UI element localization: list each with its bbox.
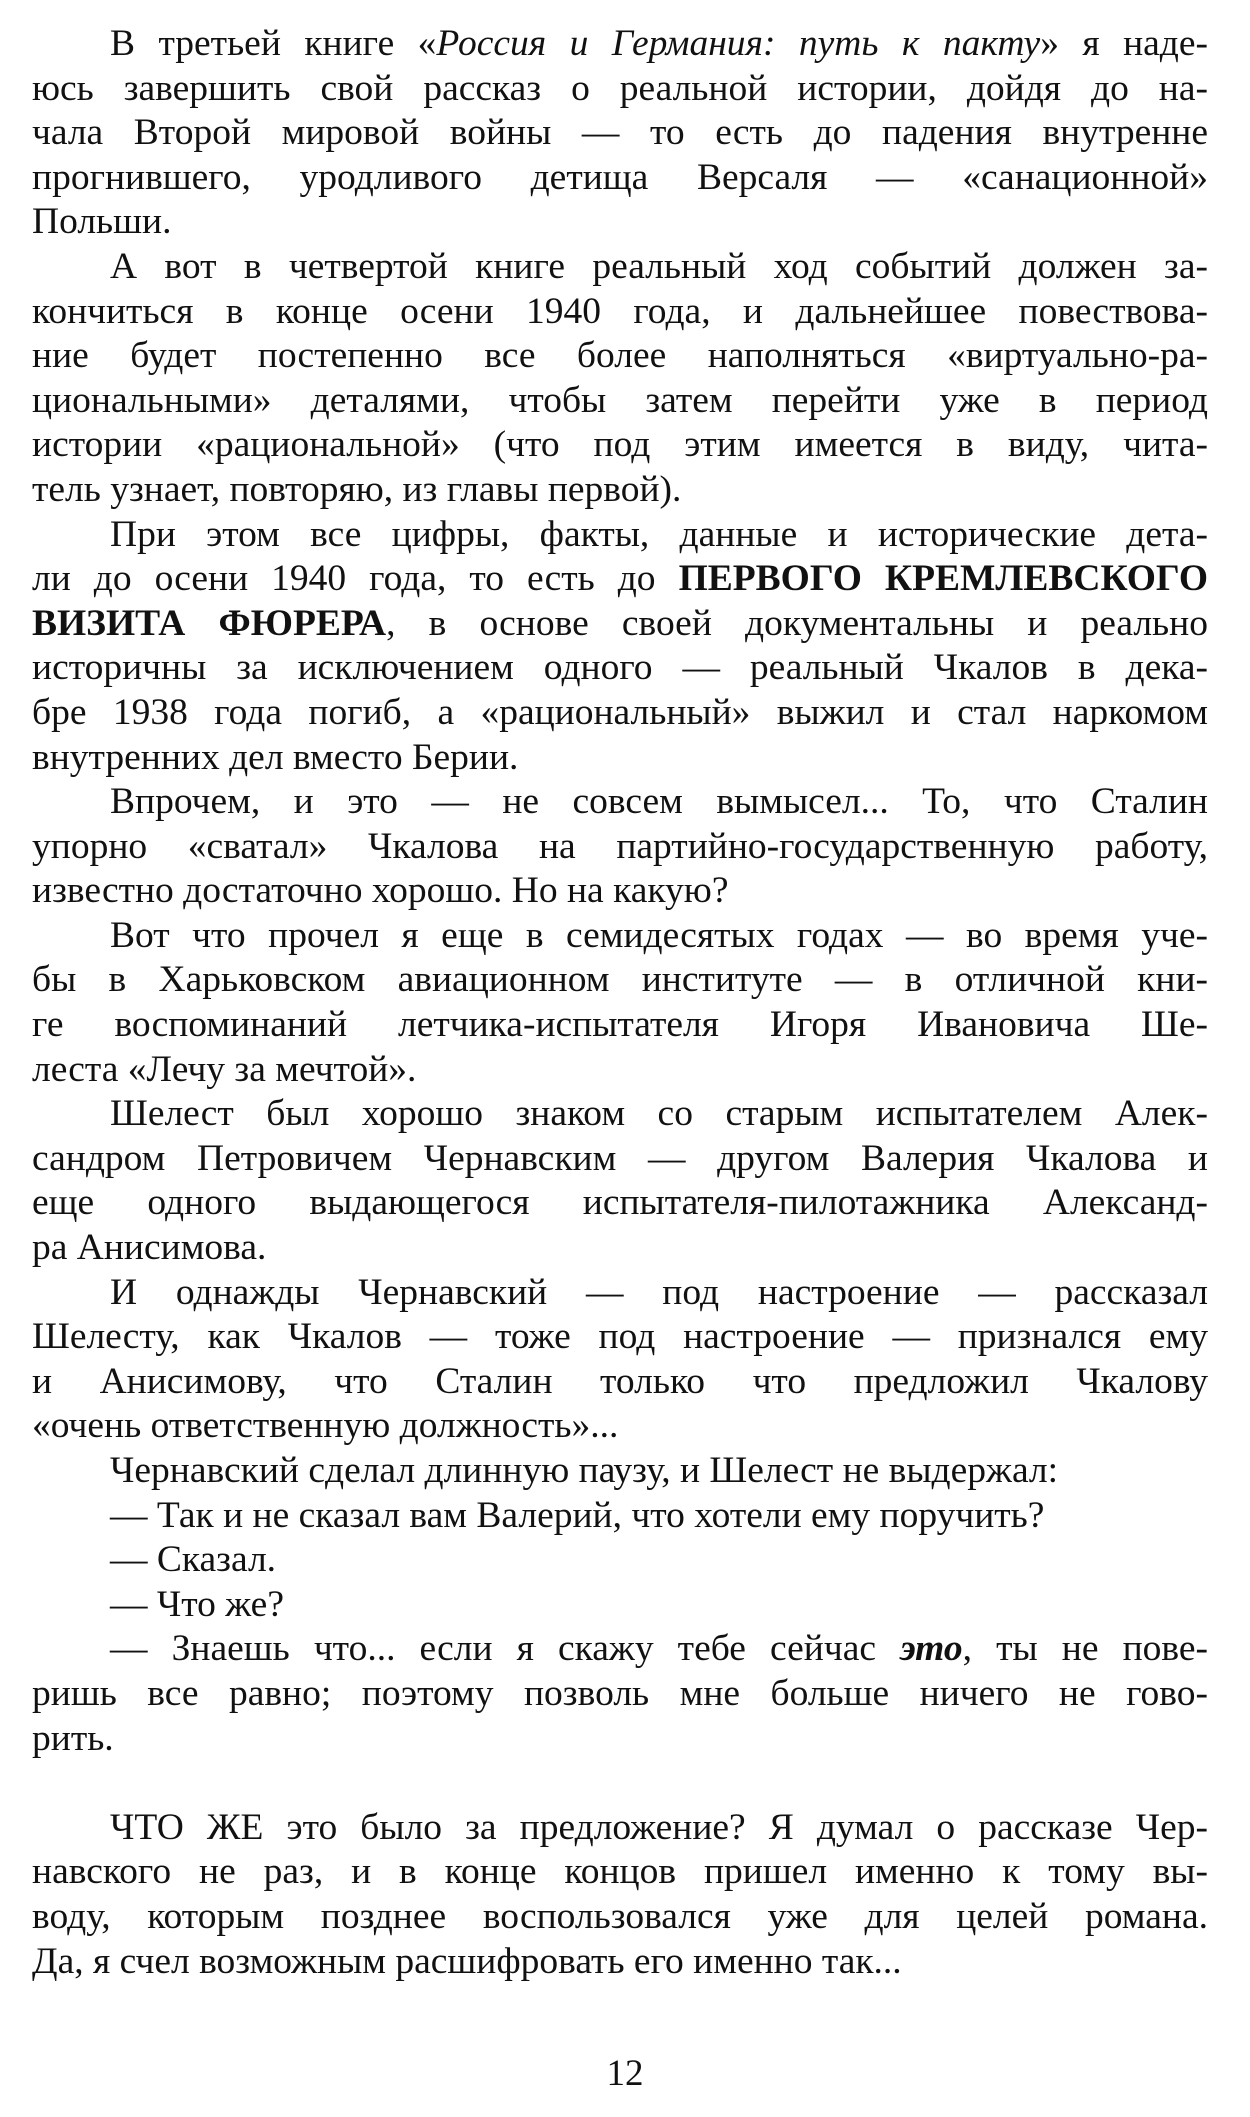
text-run: — Сказал. bbox=[110, 1539, 277, 1581]
text-line bbox=[32, 914, 1208, 959]
text-run: ние будет постепенно все более наполняться «виртуально-ра- bbox=[32, 335, 1208, 377]
paragraph bbox=[32, 780, 1208, 914]
text-line bbox=[32, 200, 1208, 245]
text-run: ра Анисимова. bbox=[32, 1227, 267, 1269]
book-page-text bbox=[32, 22, 1208, 1984]
text-run: и Анисимову, что Сталин только что предложил Чкалову bbox=[32, 1360, 1208, 1402]
paragraph bbox=[32, 914, 1208, 1092]
paragraph-break bbox=[32, 1761, 1208, 1806]
text-run: чала Второй мировой войны — то есть до падения внутренне bbox=[32, 112, 1208, 154]
paragraph bbox=[32, 1627, 1208, 1761]
text-run: истории «рациональной» (что под этим имеется в виду, чита- bbox=[32, 424, 1208, 466]
text-run: » я наде- bbox=[1040, 23, 1208, 64]
text-line bbox=[32, 1717, 1208, 1762]
text-line bbox=[32, 1538, 1208, 1583]
text-run: циональными» деталями, чтобы затем перейти уже в период bbox=[32, 379, 1208, 421]
text-line bbox=[32, 156, 1208, 201]
bold-emphasis: ВИЗИТА ФЮРЕРА bbox=[32, 602, 387, 644]
text-run: ли до осени 1940 года, то есть до bbox=[32, 558, 679, 600]
paragraph bbox=[32, 1271, 1208, 1449]
text-run: бы в Харьковском авиационном институте — в отличной кни- bbox=[32, 959, 1208, 1001]
paragraph bbox=[32, 22, 1208, 245]
paragraph bbox=[32, 1806, 1208, 1984]
text-line bbox=[32, 825, 1208, 870]
paragraph bbox=[32, 1538, 1208, 1583]
text-run: историчны за исключением одного — реальный Чкалов в дека- bbox=[32, 647, 1208, 689]
text-run: воду, которым позднее воспользовался уже для целей романа. bbox=[32, 1895, 1208, 1937]
text-line bbox=[32, 958, 1208, 1003]
text-run: кончиться в конце осени 1940 года, и дальнейшее повествова- bbox=[32, 290, 1208, 332]
text-line bbox=[32, 1003, 1208, 1048]
paragraph bbox=[32, 513, 1208, 781]
text-run: ге воспоминаний летчика-испытателя Игоря Ивановича Ше- bbox=[32, 1004, 1208, 1046]
text-line bbox=[32, 869, 1208, 914]
text-run: Впрочем, и это — не совсем вымысел... То, что Сталин bbox=[110, 781, 1208, 823]
text-line bbox=[32, 1850, 1208, 1895]
text-line bbox=[32, 468, 1208, 513]
text-run: Шелесту, как Чкалов — тоже под настроение — признался ему bbox=[32, 1316, 1208, 1358]
text-line bbox=[32, 602, 1208, 647]
text-run: , ты не пове- bbox=[962, 1628, 1209, 1670]
text-run: — Так и не сказал вам Валерий, что хотели ему поручить? bbox=[110, 1494, 1045, 1536]
text-line bbox=[32, 1315, 1208, 1360]
text-line bbox=[32, 1226, 1208, 1271]
text-line bbox=[32, 1940, 1208, 1985]
text-run: тель узнает, повторяю, из главы первой). bbox=[32, 468, 682, 510]
text-run: еще одного выдающегося испытателя-пилотажника Александ- bbox=[32, 1182, 1208, 1224]
paragraph bbox=[32, 245, 1208, 513]
text-run: — Что же? bbox=[110, 1583, 284, 1625]
text-run: леста «Лечу за мечтой». bbox=[32, 1048, 417, 1090]
bold-emphasis: ПЕРВОГО КРЕМЛЕВСКОГО bbox=[678, 558, 1208, 600]
italic-title: Россия и Германия: путь к пакту bbox=[436, 23, 1041, 64]
text-line bbox=[32, 1048, 1208, 1093]
page-number: 12 bbox=[606, 2053, 644, 2094]
bold-italic-emphasis: это bbox=[900, 1628, 963, 1670]
text-line bbox=[32, 290, 1208, 335]
text-line bbox=[32, 334, 1208, 379]
text-run: известно достаточно хорошо. Но на какую? bbox=[32, 870, 729, 912]
text-run: И однажды Чернавский — под настроение — рассказал bbox=[110, 1271, 1208, 1313]
text-run: — Знаешь что... если я скажу тебе сейчас bbox=[110, 1628, 901, 1670]
paragraph bbox=[32, 1449, 1208, 1494]
paragraph bbox=[32, 1494, 1208, 1539]
text-run: «очень ответственную должность»... bbox=[32, 1405, 619, 1447]
text-line bbox=[32, 1360, 1208, 1405]
text-line bbox=[32, 780, 1208, 825]
text-run: Вот что прочел я еще в семидесятых годах — во время уче- bbox=[110, 914, 1208, 956]
text-line bbox=[32, 1404, 1208, 1449]
text-line bbox=[32, 1449, 1208, 1494]
text-line bbox=[32, 22, 1208, 67]
text-line bbox=[32, 245, 1208, 290]
text-line bbox=[32, 557, 1208, 602]
text-line bbox=[32, 1181, 1208, 1226]
text-run: Да, я счел возможным расшифровать его именно так... bbox=[32, 1940, 902, 1982]
text-line bbox=[32, 1806, 1208, 1851]
text-run: Шелест был хорошо знаком со старым испытателем Алек- bbox=[110, 1093, 1208, 1135]
text-line bbox=[32, 736, 1208, 781]
text-run: рить. bbox=[32, 1717, 114, 1759]
text-run: А вот в четвертой книге реальный ход событий должен за- bbox=[110, 245, 1208, 287]
text-run: Чернавский сделал длинную паузу, и Шелест не выдержал: bbox=[110, 1450, 1059, 1491]
text-line bbox=[32, 111, 1208, 156]
paragraph bbox=[32, 1583, 1208, 1628]
text-line bbox=[32, 1271, 1208, 1316]
text-run: упорно «сватал» Чкалова на партийно-государственную работу, bbox=[32, 825, 1208, 867]
text-line bbox=[32, 1137, 1208, 1182]
text-line bbox=[32, 379, 1208, 424]
text-line bbox=[32, 513, 1208, 558]
text-run: юсь завершить свой рассказ о реальной истории, дойдя до на- bbox=[32, 67, 1208, 109]
text-line bbox=[32, 1627, 1208, 1672]
text-run: При этом все цифры, факты, данные и исторические дета- bbox=[110, 513, 1208, 555]
text-run: сандром Петровичем Чернавским — другом Валерия Чкалова и bbox=[32, 1137, 1208, 1179]
text-run: В третьей книге « bbox=[110, 23, 437, 64]
text-run: Польши. bbox=[32, 201, 172, 243]
text-run: ришь все равно; поэтому позволь мне больше ничего не гово- bbox=[32, 1672, 1208, 1714]
paragraph bbox=[32, 1092, 1208, 1270]
text-run: , в основе своей документальны и реально bbox=[386, 602, 1208, 644]
text-run: ЧТО ЖЕ это было за предложение? Я думал о рассказе Чер- bbox=[110, 1806, 1208, 1848]
text-line bbox=[32, 1092, 1208, 1137]
text-run: бре 1938 года погиб, а «рациональный» выжил и стал наркомом bbox=[32, 691, 1208, 733]
text-run: навского не раз, и в конце концов пришел именно к тому вы- bbox=[32, 1851, 1208, 1893]
text-line bbox=[32, 646, 1208, 691]
text-line bbox=[32, 1583, 1208, 1628]
text-line bbox=[32, 1895, 1208, 1940]
text-run: внутренних дел вместо Берии. bbox=[32, 736, 519, 778]
text-line bbox=[32, 423, 1208, 468]
text-run: прогнившего, уродливого детища Версаля — «санационной» bbox=[32, 156, 1208, 198]
text-line bbox=[32, 1672, 1208, 1717]
text-line bbox=[32, 67, 1208, 112]
text-line bbox=[32, 1494, 1208, 1539]
text-line bbox=[32, 691, 1208, 736]
